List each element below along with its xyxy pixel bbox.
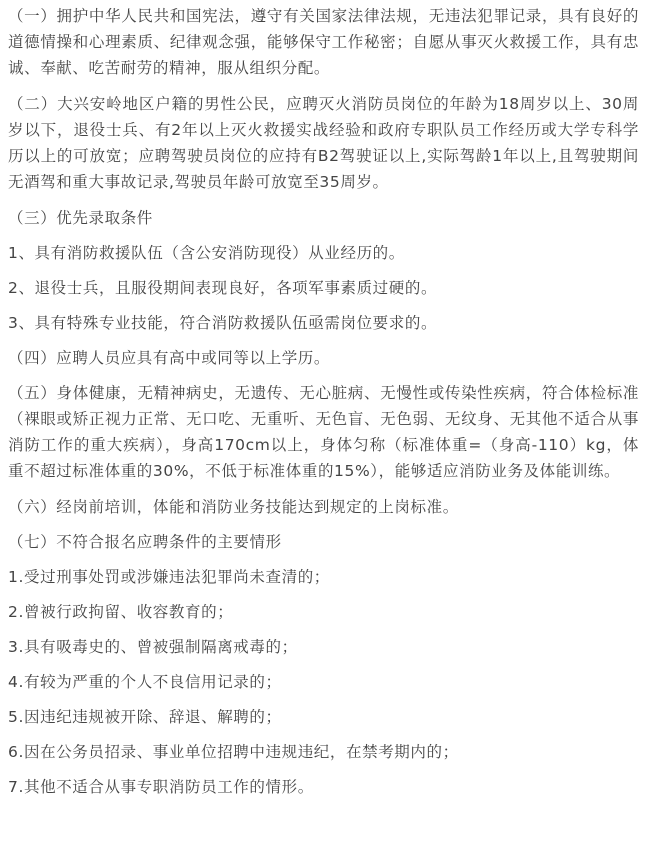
paragraph-requirement-1: （一）拥护中华人民共和国宪法，遵守有关国家法律法规，无违法犯罪记录，具有良好的道德情操和心理素质、纪律观念强，能够保守工作秘密；自愿从事灭火救援工作，具有忠诚、奉献、吃苦耐劳的精神，服从组织分配。	[8, 7, 639, 77]
paragraph-priority-item-1: 1、具有消防救援队伍（含公安消防现役）从业经历的。	[8, 244, 405, 262]
paragraph-requirement-6: （六）经岗前培训，体能和消防业务技能达到规定的上岗标准。	[8, 498, 459, 516]
paragraph-exclusion-item-3: 3.具有吸毒史的、曾被强制隔离戒毒的；	[8, 638, 298, 656]
paragraph-requirement-5: （五）身体健康，无精神病史，无遗传、无心脏病、无慢性或传染性疾病，符合体检标准（裸眼或矫正视力正常、无口吃、无重听、无色盲、无色弱、无纹身、无其他不适合从事消防工作的重大疾病），身高170cm以上，身体匀称（标准体重=（身高-110）kg，体重不超过标准体重的30%，不低于标准体重的15%），能够适应消防业务及体能训练。	[8, 384, 639, 480]
paragraph-requirement-2: （二）大兴安岭地区户籍的男性公民，应聘灭火消防员岗位的年龄为18周岁以上、30周岁以下，退役士兵、有2年以上灭火救援实战经验和政府专职队员工作经历或大学专科学历以上的可放宽；应聘驾驶员岗位的应持有B2驾驶证以上,实际驾龄1年以上,且驾驶期间无酒驾和重大事故记录,驾驶员年龄可放宽至35周岁。	[8, 95, 639, 191]
paragraph-exclusion-item-2: 2.曾被行政拘留、收容教育的；	[8, 603, 234, 621]
paragraph-priority-heading: （三）优先录取条件	[8, 209, 153, 227]
paragraph-priority-item-3: 3、具有特殊专业技能，符合消防救援队伍亟需岗位要求的。	[8, 314, 438, 332]
paragraph-exclusion-item-4: 4.有较为严重的个人不良信用记录的；	[8, 673, 282, 691]
paragraph-exclusion-heading: （七）不符合报名应聘条件的主要情形	[8, 533, 282, 551]
paragraph-requirement-4: （四）应聘人员应具有高中或同等以上学历。	[8, 349, 331, 367]
paragraph-exclusion-item-6: 6.因在公务员招录、事业单位招聘中违规违纪，在禁考期内的；	[8, 743, 459, 761]
paragraph-exclusion-item-5: 5.因违纪违规被开除、辞退、解聘的；	[8, 708, 282, 726]
paragraph-exclusion-item-1: 1.受过刑事处罚或涉嫌违法犯罪尚未查清的；	[8, 568, 330, 586]
paragraph-exclusion-item-7: 7.其他不适合从事专职消防员工作的情形。	[8, 778, 314, 796]
paragraph-priority-item-2: 2、退役士兵，且服役期间表现良好，各项军事素质过硬的。	[8, 279, 438, 297]
